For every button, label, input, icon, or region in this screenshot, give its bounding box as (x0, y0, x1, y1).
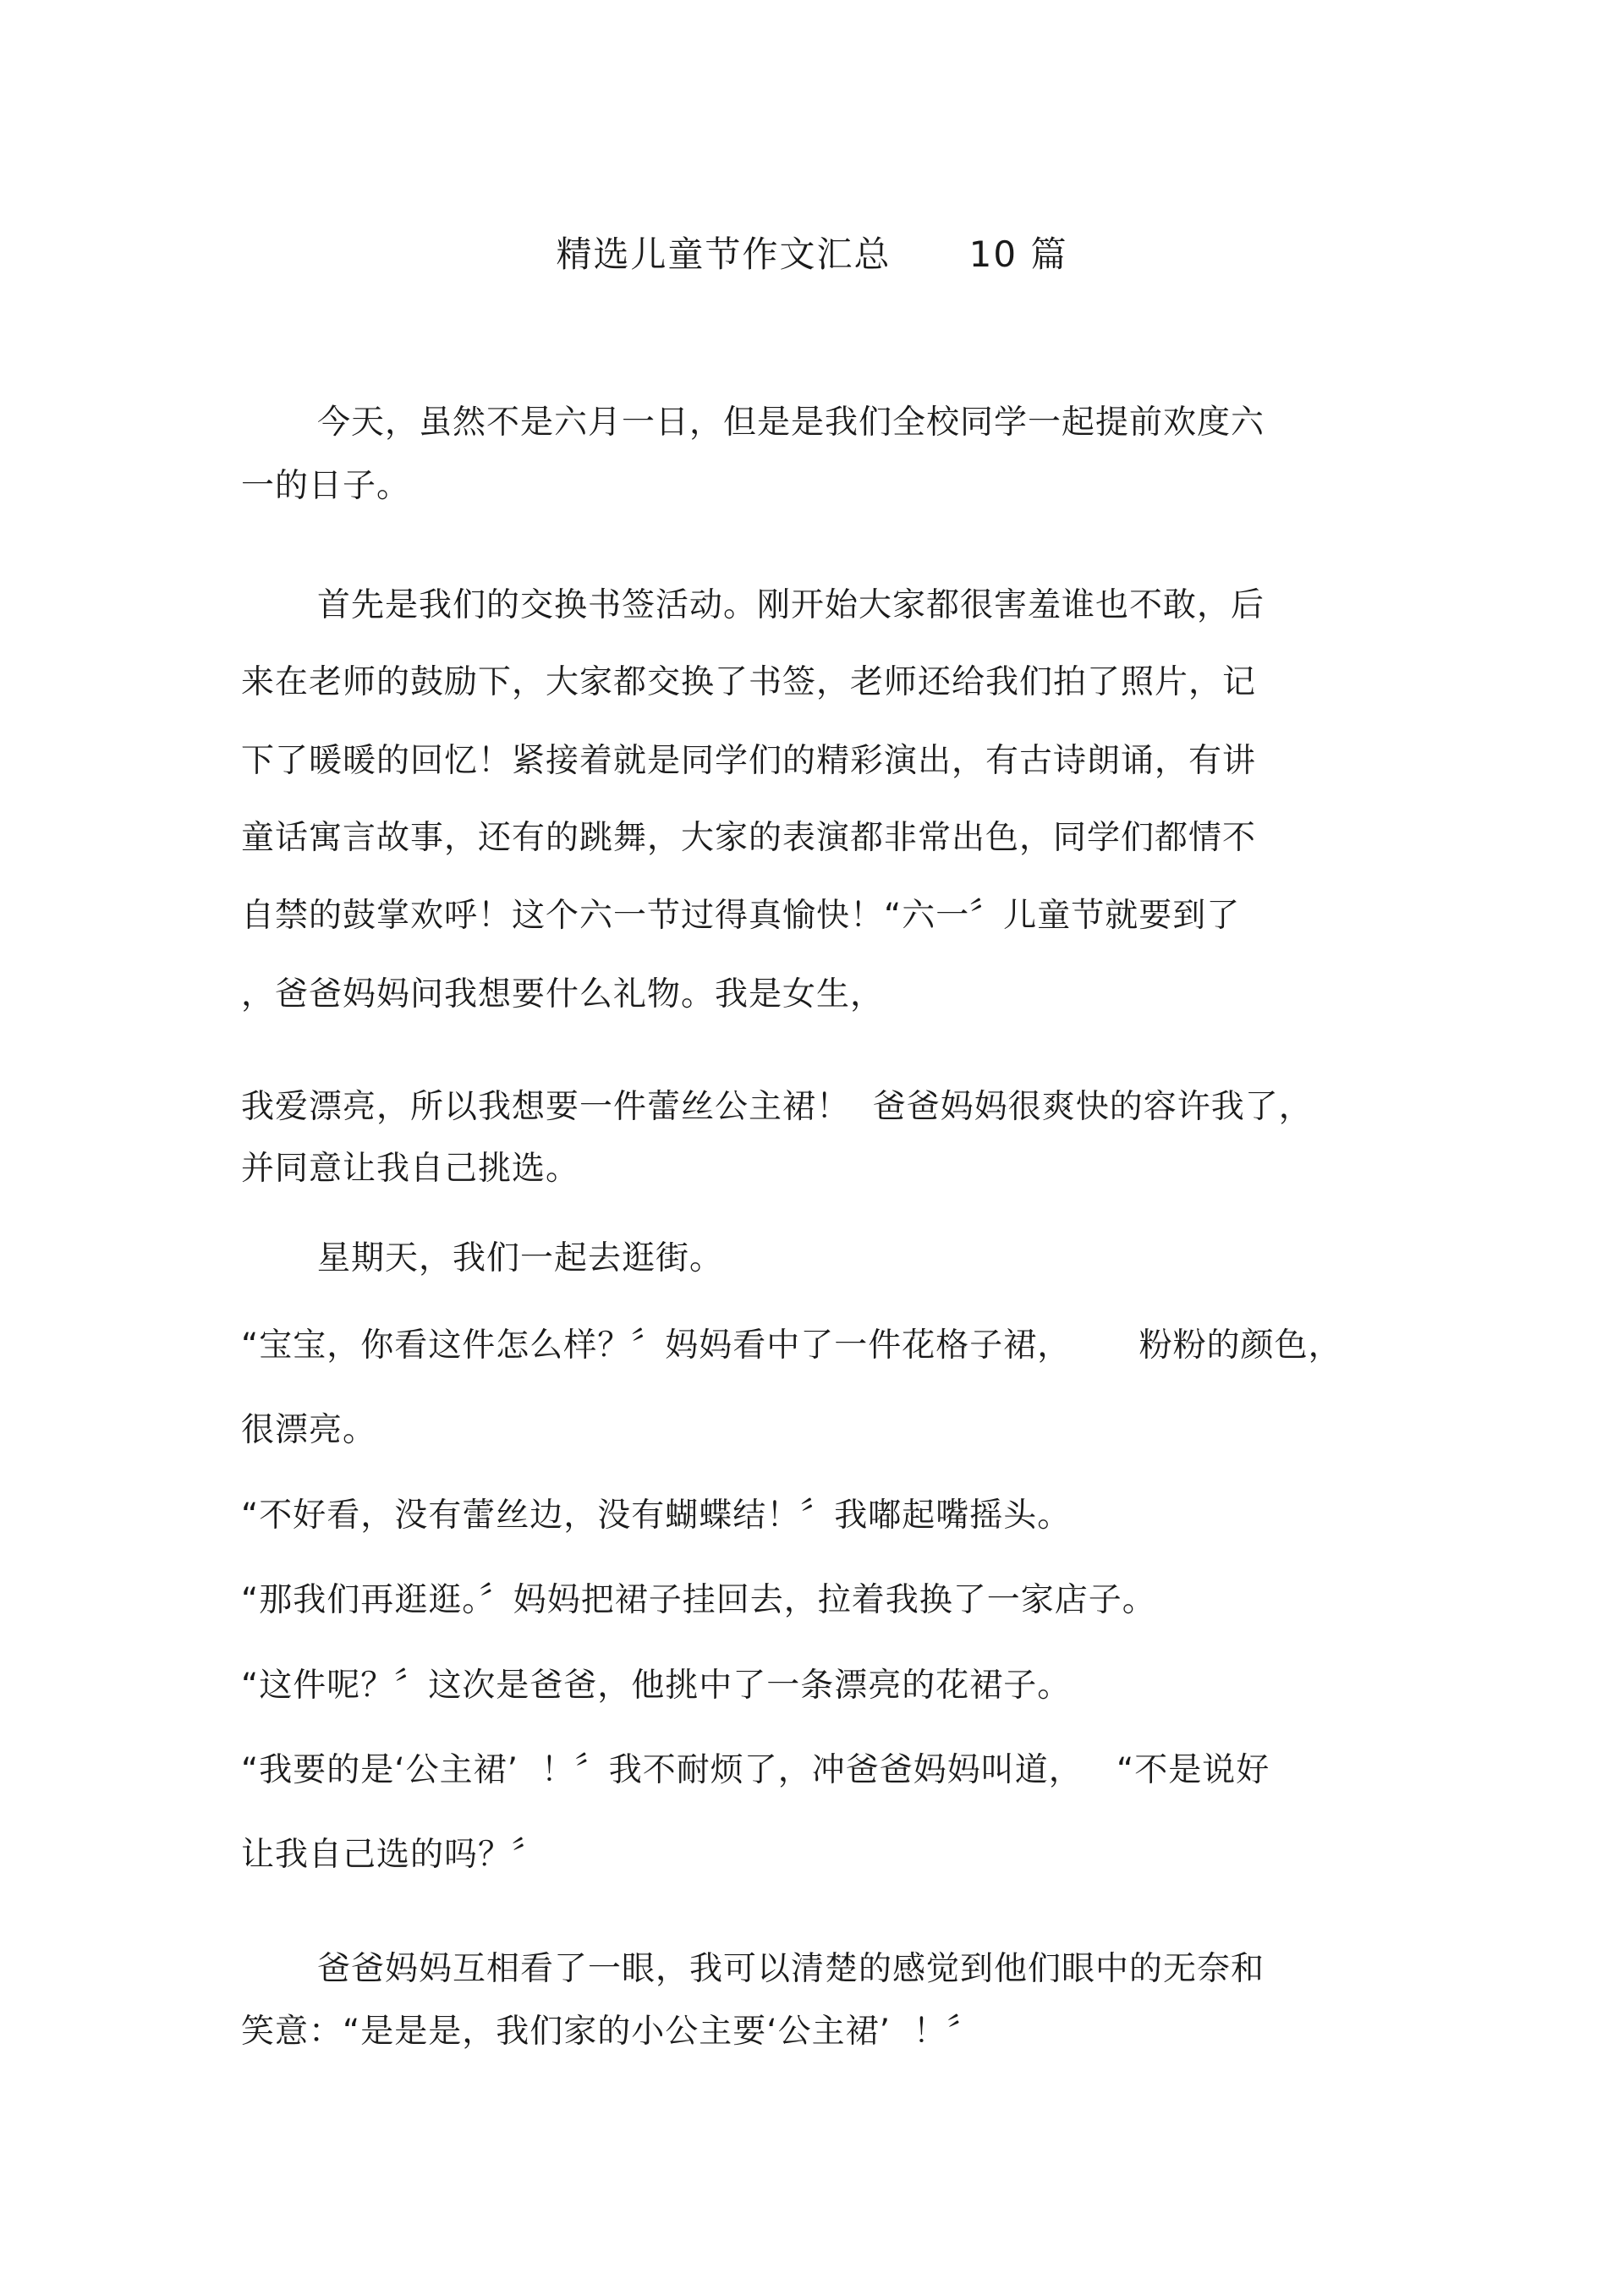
text-line: “我要的是‘公主裙’ ！〞我不耐烦了，冲爸爸妈妈叫道， “不是说好 (241, 1751, 1270, 1789)
text-line: 我爱漂亮，所以我想要一件蕾丝公主裙！ 爸爸妈妈很爽快的容许我了， (241, 1088, 1313, 1126)
document-title: 精选儿童节作文汇总 10 篇 (556, 233, 1068, 275)
text-line: ，爸爸妈妈问我想要什么礼物。我是女生， (241, 975, 885, 1013)
text-line: 笑意：“是是是，我们家的小公主要‘公主裙’ ！〞 (241, 2013, 981, 2051)
text-line: 下了暖暖的回忆！紧接着就是同学们的精彩演出，有古诗朗诵，有讲 (241, 742, 1257, 780)
text-line: 童话寓言故事，还有的跳舞，大家的表演都非常出色，同学们都情不 (241, 819, 1257, 857)
text-line: 自禁的鼓掌欢呼！这个六一节过得真愉快！“六一〞儿童节就要到了 (241, 897, 1241, 935)
text-line: 并同意让我自己挑选。 (241, 1150, 580, 1188)
text-line: 一的日子。 (241, 467, 411, 505)
text-line: 爸爸妈妈互相看了一眼，我可以清楚的感觉到他们眼中的无奈和 (317, 1950, 1265, 1988)
text-line: 很漂亮。 (241, 1411, 377, 1449)
text-line: 来在老师的鼓励下，大家都交换了书签，老师还给我们拍了照片，记 (241, 663, 1257, 701)
text-line: 星期天，我们一起去逛街。 (317, 1239, 724, 1277)
text-line: 今天，虽然不是六月一日，但是是我们全校同学一起提前欢度六 (317, 404, 1265, 442)
text-line: “这件呢？〞这次是爸爸，他挑中了一条漂亮的花裙子。 (241, 1667, 1072, 1705)
text-line: 让我自己选的吗？〞 (241, 1836, 546, 1874)
text-line: “那我们再逛逛。〞妈妈把裙子挂回去，拉着我换了一家店子。 (241, 1581, 1156, 1619)
text-line: “宝宝，你看这件怎么样？〞妈妈看中了一件花格子裙， 粉粉的颜色， (241, 1327, 1342, 1365)
text-line: “不好看，没有蕾丝边，没有蝴蝶结！〞我嘟起嘴摇头。 (241, 1497, 1072, 1535)
text-line: 首先是我们的交换书签活动。刚开始大家都很害羞谁也不敢，后 (317, 586, 1265, 624)
